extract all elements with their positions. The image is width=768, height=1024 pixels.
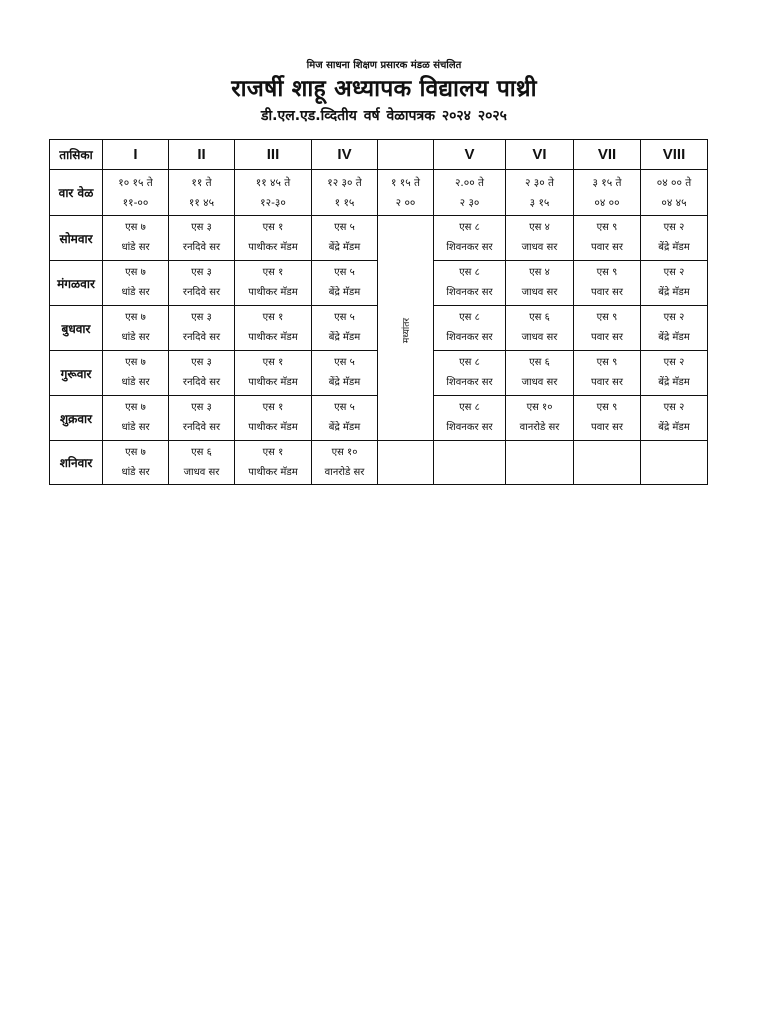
- time-cell: [434, 170, 506, 216]
- slot-cell: [169, 261, 235, 306]
- subject-code: एस १: [262, 446, 284, 458]
- teacher-name: जाधव सर: [521, 287, 558, 298]
- teacher-name: धांडे सर: [121, 287, 150, 298]
- slot-cell: [235, 216, 312, 261]
- teacher-name: पाथीकर मॅडम: [248, 422, 298, 433]
- teacher-name: पाथीकर मॅडम: [248, 242, 298, 253]
- teacher-name: बेंद्रे मॅडम: [658, 422, 690, 433]
- time-start: ३ १५ ते: [592, 176, 622, 189]
- teacher-name: रनदिवे सर: [182, 332, 221, 343]
- slot-cell: [506, 261, 574, 306]
- slot-cell: [434, 216, 506, 261]
- teacher-name: शिवनकर सर: [446, 287, 493, 298]
- slot-cell: [169, 441, 235, 485]
- subject-code: एस ५: [334, 312, 355, 323]
- slot-cell: [312, 261, 378, 306]
- subject-code: एस ८: [459, 312, 480, 323]
- subject-code: एस ७: [125, 402, 146, 413]
- subject-code: एस ९: [596, 357, 618, 368]
- teacher-name: शिवनकर सर: [446, 377, 493, 388]
- subject-code: एस ४: [529, 267, 550, 278]
- time-end: १ १५: [334, 196, 355, 209]
- slot-cell: [506, 396, 574, 441]
- day-row-saturday: [50, 441, 708, 485]
- subject-code: एस ३: [191, 267, 212, 278]
- teacher-name: पवार सर: [591, 332, 623, 343]
- slot-cell: [103, 306, 169, 351]
- teacher-name: बेंद्रे मॅडम: [328, 377, 361, 388]
- teacher-name: पाथीकर मॅडम: [248, 377, 298, 388]
- slot-cell: [506, 216, 574, 261]
- time-start: २ ३० ते: [524, 176, 555, 189]
- teacher-name: जाधव सर: [521, 332, 558, 343]
- time-cell: [641, 170, 708, 216]
- slot-cell: [574, 351, 641, 396]
- teacher-name: बेंद्रे मॅडम: [658, 377, 690, 388]
- slot-cell: [506, 306, 574, 351]
- subject-code: एस ७: [125, 312, 146, 323]
- slot-cell: [506, 351, 574, 396]
- period-header: VIII: [641, 140, 708, 170]
- slot-cell: [235, 261, 312, 306]
- teacher-name: जाधव सर: [521, 242, 558, 253]
- slot-cell: [169, 306, 235, 351]
- subject-code: एस ३: [191, 222, 212, 233]
- period-header: IV: [312, 140, 378, 170]
- period-header: III: [235, 140, 312, 170]
- school-title: राजर्षी शाहू अध्यापक विद्यालय पाथ्री: [231, 76, 537, 102]
- slot-cell: [312, 351, 378, 396]
- time-end: ०४ ४५: [661, 196, 687, 209]
- break-cell: [378, 216, 434, 441]
- teacher-name: धांडे सर: [121, 466, 150, 478]
- subject-code: एस १: [262, 222, 284, 233]
- time-end: ०४ ००: [594, 196, 620, 209]
- slot-cell: [103, 351, 169, 396]
- teacher-name: जाधव सर: [183, 466, 220, 478]
- day-label: बुधवार: [50, 306, 103, 351]
- teacher-name: रनदिवे सर: [182, 422, 221, 433]
- period-header: II: [169, 140, 235, 170]
- slot-cell: [312, 396, 378, 441]
- subject-code: एस ७: [125, 267, 146, 278]
- period-header: V: [434, 140, 506, 170]
- teacher-name: बेंद्रे मॅडम: [658, 242, 690, 253]
- teacher-name: वानरोडे सर: [324, 466, 365, 478]
- subject-code: एस ८: [459, 222, 480, 233]
- subject-code: एस ८: [459, 267, 480, 278]
- teacher-name: रनदिवे सर: [182, 377, 221, 388]
- time-row: [50, 170, 708, 216]
- subject-code: एस ६: [191, 446, 212, 458]
- subject-code: एस २: [663, 222, 685, 233]
- subject-code: एस १: [262, 312, 284, 323]
- slot-cell: [574, 216, 641, 261]
- time-cell: [169, 170, 235, 216]
- time-end: ११-००: [122, 196, 149, 209]
- slot-cell: [434, 351, 506, 396]
- teacher-name: शिवनकर सर: [446, 242, 493, 253]
- teacher-name: धांडे सर: [121, 242, 150, 253]
- slot-cell: [641, 261, 708, 306]
- subject-code: एस २: [663, 312, 685, 323]
- teacher-name: धांडे सर: [121, 377, 150, 388]
- teacher-name: बेंद्रे मॅडम: [328, 287, 361, 298]
- empty-cell: [378, 441, 434, 485]
- teacher-name: पाथीकर मॅडम: [248, 466, 298, 478]
- teacher-name: पाथीकर मॅडम: [248, 332, 298, 343]
- day-label: शनिवार: [50, 441, 103, 485]
- organization-line: मिज साधना शिक्षण प्रसारक मंडळ संचलित: [306, 60, 462, 71]
- slot-cell: [574, 396, 641, 441]
- subject-code: एस १०: [526, 402, 553, 413]
- time-start: २.०० ते: [454, 176, 485, 189]
- subject-code: एस २: [663, 267, 685, 278]
- subject-code: एस ५: [334, 222, 355, 233]
- subject-code: एस १: [262, 267, 284, 278]
- subject-code: एस २: [663, 402, 685, 413]
- subject-code: एस ६: [529, 312, 550, 323]
- subject-code: एस ७: [125, 357, 146, 368]
- empty-cell: [574, 441, 641, 485]
- teacher-name: रनदिवे सर: [182, 287, 221, 298]
- teacher-name: वानरोडे सर: [519, 422, 560, 433]
- subject-code: एस १: [262, 357, 284, 368]
- slot-cell: [434, 306, 506, 351]
- empty-cell: [641, 441, 708, 485]
- slot-cell: [312, 441, 378, 485]
- slot-cell: [235, 306, 312, 351]
- empty-cell: [506, 441, 574, 485]
- subject-code: एस ३: [191, 357, 212, 368]
- period-header-break: [378, 140, 434, 170]
- slot-cell: [235, 351, 312, 396]
- period-header: I: [103, 140, 169, 170]
- corner-label: तासिका: [50, 140, 103, 170]
- teacher-name: बेंद्रे मॅडम: [658, 287, 690, 298]
- time-cell: [574, 170, 641, 216]
- subject-code: एस ७: [125, 222, 146, 233]
- time-end: १२-३०: [260, 196, 286, 209]
- teacher-name: शिवनकर सर: [446, 422, 493, 433]
- day-label: शुक्रवार: [50, 396, 103, 441]
- slot-cell: [169, 216, 235, 261]
- subject-code: एस ३: [191, 402, 212, 413]
- slot-cell: [312, 216, 378, 261]
- subject-code: एस ८: [459, 357, 480, 368]
- break-label: मध्यांतर: [401, 317, 412, 343]
- time-start: १० १५ ते: [118, 176, 153, 189]
- slot-cell: [641, 396, 708, 441]
- time-cell-break: [378, 170, 434, 216]
- time-cell: [506, 170, 574, 216]
- time-start: १ १५ ते: [390, 176, 421, 189]
- period-header: VII: [574, 140, 641, 170]
- teacher-name: पाथीकर मॅडम: [248, 287, 298, 298]
- timetable-subtitle: डी.एल.एड.व्दितीय वर्ष वेळापत्रक २०२४ २०२५: [261, 108, 507, 124]
- slot-cell: [434, 396, 506, 441]
- slot-cell: [169, 396, 235, 441]
- subject-code: एस ८: [459, 402, 480, 413]
- day-row-monday: [50, 216, 708, 261]
- day-label: सोमवार: [50, 216, 103, 261]
- day-label: मंगळवार: [50, 261, 103, 306]
- slot-cell: [641, 216, 708, 261]
- subject-code: एस ९: [596, 402, 618, 413]
- teacher-name: जाधव सर: [521, 377, 558, 388]
- slot-cell: [574, 306, 641, 351]
- period-header-row: [50, 140, 708, 170]
- teacher-name: धांडे सर: [121, 422, 150, 433]
- time-start: ०४ ०० ते: [656, 176, 692, 189]
- time-end: ११ ४५: [188, 196, 215, 209]
- slot-cell: [235, 396, 312, 441]
- slot-cell: [103, 261, 169, 306]
- time-cell: [312, 170, 378, 216]
- teacher-name: पवार सर: [591, 377, 623, 388]
- day-label: गुरूवार: [50, 351, 103, 396]
- slot-cell: [312, 306, 378, 351]
- teacher-name: बेंद्रे मॅडम: [328, 332, 361, 343]
- subject-code: एस ३: [191, 312, 212, 323]
- slot-cell: [235, 441, 312, 485]
- slot-cell: [103, 441, 169, 485]
- slot-cell: [103, 396, 169, 441]
- subject-code: एस ९: [596, 267, 618, 278]
- slot-cell: [574, 261, 641, 306]
- subject-code: एस ९: [596, 312, 618, 323]
- time-start: ११ ते: [191, 176, 212, 189]
- subject-code: एस ९: [596, 222, 618, 233]
- subject-code: एस ५: [334, 267, 355, 278]
- subject-code: एस ५: [334, 357, 355, 368]
- time-end: २ ००: [395, 196, 416, 209]
- subject-code: एस ५: [334, 402, 355, 413]
- teacher-name: पवार सर: [591, 287, 623, 298]
- slot-cell: [434, 261, 506, 306]
- subject-code: एस १०: [331, 446, 358, 458]
- subject-code: एस १: [262, 402, 284, 413]
- teacher-name: रनदिवे सर: [182, 242, 221, 253]
- slot-cell: [169, 351, 235, 396]
- time-row-label: वार वेळ: [50, 170, 103, 216]
- time-start: १२ ३० ते: [327, 176, 362, 189]
- timetable: [49, 139, 708, 485]
- time-cell: [235, 170, 312, 216]
- time-end: ३ १५: [529, 196, 550, 209]
- time-cell: [103, 170, 169, 216]
- time-start: ११ ४५ ते: [255, 176, 291, 189]
- period-header: VI: [506, 140, 574, 170]
- teacher-name: बेंद्रे मॅडम: [328, 422, 361, 433]
- slot-cell: [641, 306, 708, 351]
- slot-cell: [641, 351, 708, 396]
- teacher-name: शिवनकर सर: [446, 332, 493, 343]
- teacher-name: धांडे सर: [121, 332, 150, 343]
- teacher-name: पवार सर: [591, 422, 623, 433]
- subject-code: एस ६: [529, 357, 550, 368]
- subject-code: एस ४: [529, 222, 550, 233]
- teacher-name: बेंद्रे मॅडम: [658, 332, 690, 343]
- teacher-name: पवार सर: [591, 242, 623, 253]
- teacher-name: बेंद्रे मॅडम: [328, 242, 361, 253]
- slot-cell: [103, 216, 169, 261]
- subject-code: एस ७: [125, 446, 146, 458]
- time-end: २ ३०: [459, 196, 480, 209]
- empty-cell: [434, 441, 506, 485]
- subject-code: एस २: [663, 357, 685, 368]
